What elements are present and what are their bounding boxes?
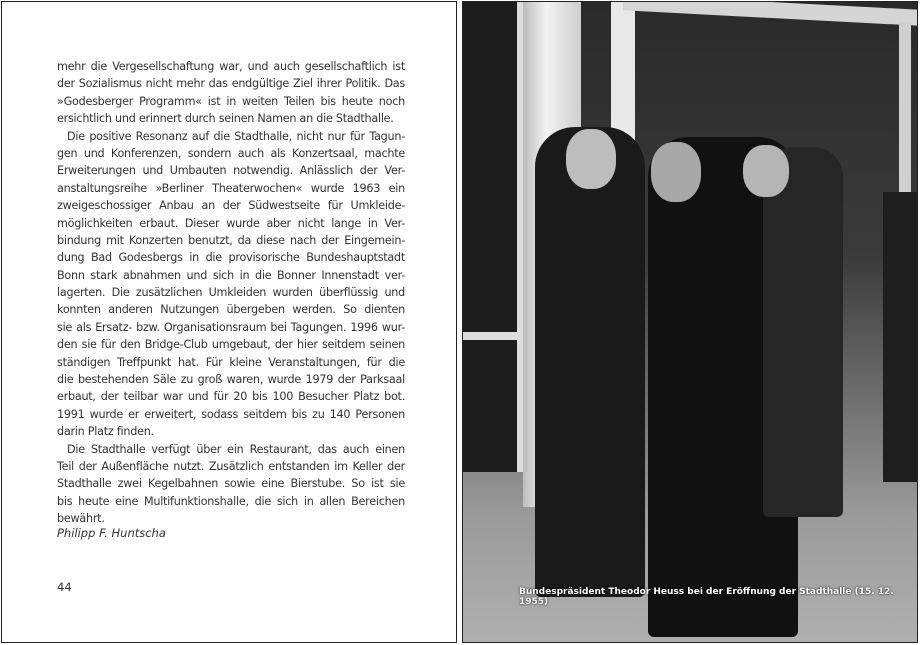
- window-top-bar: [623, 1, 918, 26]
- text-line: der Sozialismus nicht mehr das endgültige Ziel ihrer Politik. Das: [57, 77, 405, 91]
- text-line: Teil der Außenfläche nutzt. Zusätzlich entstanden im Keller der: [57, 459, 405, 473]
- person-edge: [883, 192, 918, 482]
- text-line: Erweiterungen und Umbauten notwendig. Anlässlich der Ver-: [57, 164, 405, 178]
- body-text: [57, 58, 405, 528]
- text-line: den sie für den Bridge-Club umgebaut, der hier seitdem seinen: [57, 338, 405, 352]
- text-line: ersichtlich und erinnert durch seinen Namen an die Stadthalle.: [57, 112, 394, 126]
- text-line: anstaltungsreihe »Berliner Theaterwochen« wurde 1963 ein: [57, 181, 405, 195]
- text-line: »Godesberger Programm« ist in weiten Teilen bis heute noch: [57, 94, 405, 108]
- text-line: mehr die Vergesellschaftung war, und auch gesellschaftlich ist: [57, 60, 405, 73]
- text-line: Bonn stark abnahmen und sich in die Bonner Innenstadt ver-: [57, 268, 405, 282]
- person-right: [763, 147, 843, 517]
- text-line: sie als Ersatz- bzw. Organisationsraum bei Tagungen. 1996 wur-: [57, 320, 405, 334]
- text-line: ständigen Treffpunkt hat. Für kleine Veranstaltungen, für die: [57, 355, 405, 369]
- text-line: bewährt.: [57, 512, 105, 526]
- text-line: Die positive Resonanz auf die Stadthalle, nicht nur für Tagun-: [67, 129, 405, 143]
- window-frame-bar: [463, 332, 523, 340]
- window-frame: [463, 2, 523, 472]
- text-line: lagerten. Die zusätzlichen Umkleiden wurden überflüssig und: [57, 286, 405, 300]
- author-signature: Philipp F. Huntscha: [57, 526, 166, 540]
- text-line: Stadthalle zwei Kegelbahnen sowie eine Bierstube. So ist sie: [57, 477, 405, 491]
- face-center: [651, 142, 701, 202]
- text-line: darin Platz finden.: [57, 425, 154, 439]
- page-number: 44: [57, 580, 72, 594]
- text-line: 1991 wurde er erweitert, sodass seitdem bis zu 140 Personen: [57, 407, 405, 421]
- text-line: zweigeschossiger Anbau an der Südwestseite für Umkleide-: [57, 199, 405, 213]
- left-page: [1, 1, 457, 643]
- text-line: möglichkeiten erbaut. Dieser wurde aber nicht lange in Ver-: [57, 216, 405, 230]
- text-line: Die Stadthalle verfügt über ein Restaurant, das auch einen: [67, 442, 405, 456]
- text-line: bindung mit Konzerten benutzt, da diese nach der Eingemein-: [57, 233, 405, 247]
- text-line: dung Bad Godesbergs in die provisorische Bundeshauptstadt: [57, 251, 405, 265]
- text-line: erbaut, der teilbar war und für 20 bis 100 Besucher Platz bot.: [57, 390, 405, 404]
- text-line: die bestehenden Säle zu groß waren, wurde 1979 der Parksaal: [57, 373, 405, 387]
- historical-photo: [462, 1, 918, 643]
- face-right: [743, 145, 789, 197]
- text-line: konnten anderen Nutzungen übergeben werden. So dienten: [57, 303, 405, 317]
- photo-caption: Bundespräsident Theodor Heuss bei der Eröffnung der Stadthalle (15. 12. 1955): [519, 587, 894, 607]
- text-line: gen und Konferenzen, sondern auch als Konzertsaal, machte: [57, 146, 405, 160]
- face-heuss: [566, 129, 616, 189]
- text-line: bis heute eine Multifunktionshalle, die sich in allen Bereichen: [57, 494, 405, 508]
- person-heuss: [535, 127, 645, 597]
